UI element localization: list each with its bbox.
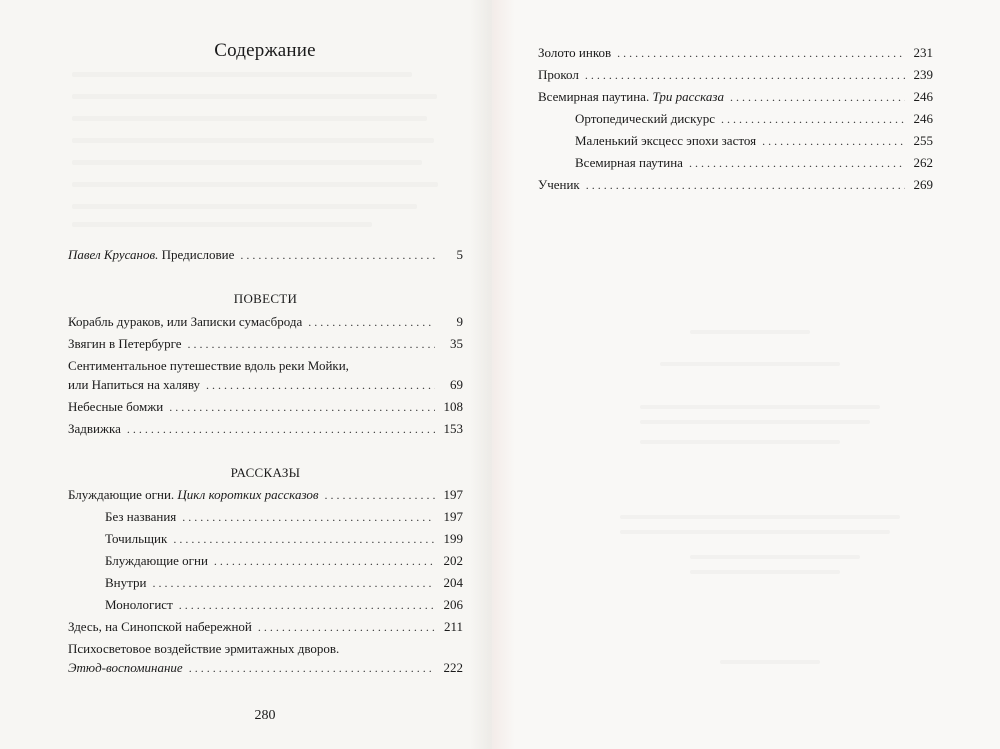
preface-label: Предисловие (161, 247, 235, 262)
toc-subentry[interactable] (105, 575, 463, 591)
entry-title-line2: Этюд-воспоминание (68, 660, 183, 675)
dot-leader (730, 89, 905, 105)
page-number: 202 (443, 553, 463, 568)
preface-author: Павел Крусанов. (68, 247, 159, 262)
dot-leader (585, 67, 905, 83)
dot-leader (721, 111, 905, 127)
entry-title: Всемирная паутина (575, 155, 683, 170)
entry-title: Внутри (105, 575, 147, 590)
dot-leader (240, 247, 435, 263)
toc-entry-preface[interactable] (68, 247, 463, 263)
entry-subtitle: Три рассказа (652, 89, 724, 104)
page-number: 211 (443, 619, 463, 634)
page-number: 108 (443, 399, 463, 414)
page-number: 269 (913, 177, 933, 192)
dot-leader (182, 509, 435, 525)
page-number: 206 (443, 597, 463, 612)
entry-title: Здесь, на Синопской набережной (68, 619, 252, 634)
dot-leader (179, 597, 435, 613)
page-number: 197 (443, 487, 463, 502)
entry-title: Блуждающие огни. (68, 487, 175, 502)
toc-entry[interactable] (68, 336, 463, 352)
toc-subentry[interactable] (105, 531, 463, 547)
dot-leader (586, 177, 905, 193)
dot-leader (152, 575, 435, 591)
entry-subtitle: Цикл коротких рассказов (177, 487, 319, 502)
page-folio: 280 (254, 708, 276, 723)
dot-leader (127, 421, 435, 437)
toc-entry[interactable] (68, 399, 463, 415)
dot-leader (206, 377, 435, 393)
page-number: 5 (456, 247, 463, 262)
entry-title: Блуждающие огни (105, 553, 208, 568)
entry-title: Всемирная паутина. (538, 89, 650, 104)
section-heading-rasskazy: РАССКАЗЫ (230, 465, 301, 480)
book-gutter (470, 0, 515, 749)
page-number: 246 (913, 89, 933, 104)
dot-leader (308, 314, 435, 330)
toc-entry[interactable] (68, 660, 463, 676)
toc-subentry[interactable] (575, 133, 933, 149)
dot-leader (258, 619, 435, 635)
dot-leader (173, 531, 435, 547)
toc-entry[interactable] (538, 177, 933, 193)
toc-entry[interactable] (68, 314, 463, 330)
toc-subentry[interactable] (105, 509, 463, 525)
toc-entry[interactable] (68, 487, 463, 503)
dot-leader (762, 133, 905, 149)
section-heading-povesti: ПОВЕСТИ (233, 291, 298, 306)
entry-title: Маленький эксцесс эпохи застоя (575, 133, 757, 148)
toc-entry[interactable] (538, 89, 933, 105)
toc-entry[interactable] (68, 377, 463, 393)
page-number: 246 (913, 111, 933, 126)
entry-title-line1[interactable]: Психосветовое воздействие эрмитажных дворов. (68, 641, 340, 656)
entry-title: Точильщик (105, 531, 168, 546)
toc-entry[interactable] (68, 421, 463, 437)
dot-leader (689, 155, 905, 171)
entry-title: Небесные бомжи (68, 399, 164, 414)
entry-title: Монологист (105, 597, 173, 612)
toc-subentry[interactable] (575, 155, 933, 171)
left-page (0, 0, 492, 749)
entry-title: Задвижка (68, 421, 121, 436)
page-number: 35 (450, 336, 463, 351)
entry-title-line2: или Напиться на халяву (68, 377, 201, 392)
entry-title: Звягин в Петербурге (68, 336, 182, 351)
entry-title-line1[interactable]: Сентиментальное путешествие вдоль реки Мойки, (68, 358, 349, 373)
page-number: 199 (443, 531, 463, 546)
page-number: 255 (913, 133, 933, 148)
dot-leader (169, 399, 435, 415)
toc-entry[interactable] (68, 619, 463, 635)
page-number: 239 (913, 67, 933, 82)
toc-subentry[interactable] (105, 553, 463, 569)
dot-leader (189, 660, 435, 676)
toc-entry[interactable] (538, 45, 933, 61)
entry-title: Золото инков (538, 45, 612, 60)
entry-title: Корабль дураков, или Записки сумасброда (68, 314, 303, 329)
dot-leader (214, 553, 435, 569)
dot-leader (617, 45, 905, 61)
page-number: 9 (456, 314, 463, 329)
toc-title: Содержание (214, 40, 316, 61)
entry-title: Без названия (105, 509, 177, 524)
page-number: 69 (450, 377, 463, 392)
dot-leader (188, 336, 435, 352)
page-number: 204 (443, 575, 463, 590)
toc-entry[interactable] (538, 67, 933, 83)
page-number: 153 (443, 421, 463, 436)
entry-title: Ортопедический дискурс (575, 111, 715, 126)
entry-title: Ученик (538, 177, 580, 192)
toc-subentry[interactable] (105, 597, 463, 613)
toc-subentry[interactable] (575, 111, 933, 127)
entry-title: Прокол (538, 67, 579, 82)
page-number: 262 (913, 155, 933, 170)
page-number: 231 (913, 45, 933, 60)
dot-leader (325, 487, 436, 503)
page-number: 222 (443, 660, 463, 675)
page-number: 197 (443, 509, 463, 524)
